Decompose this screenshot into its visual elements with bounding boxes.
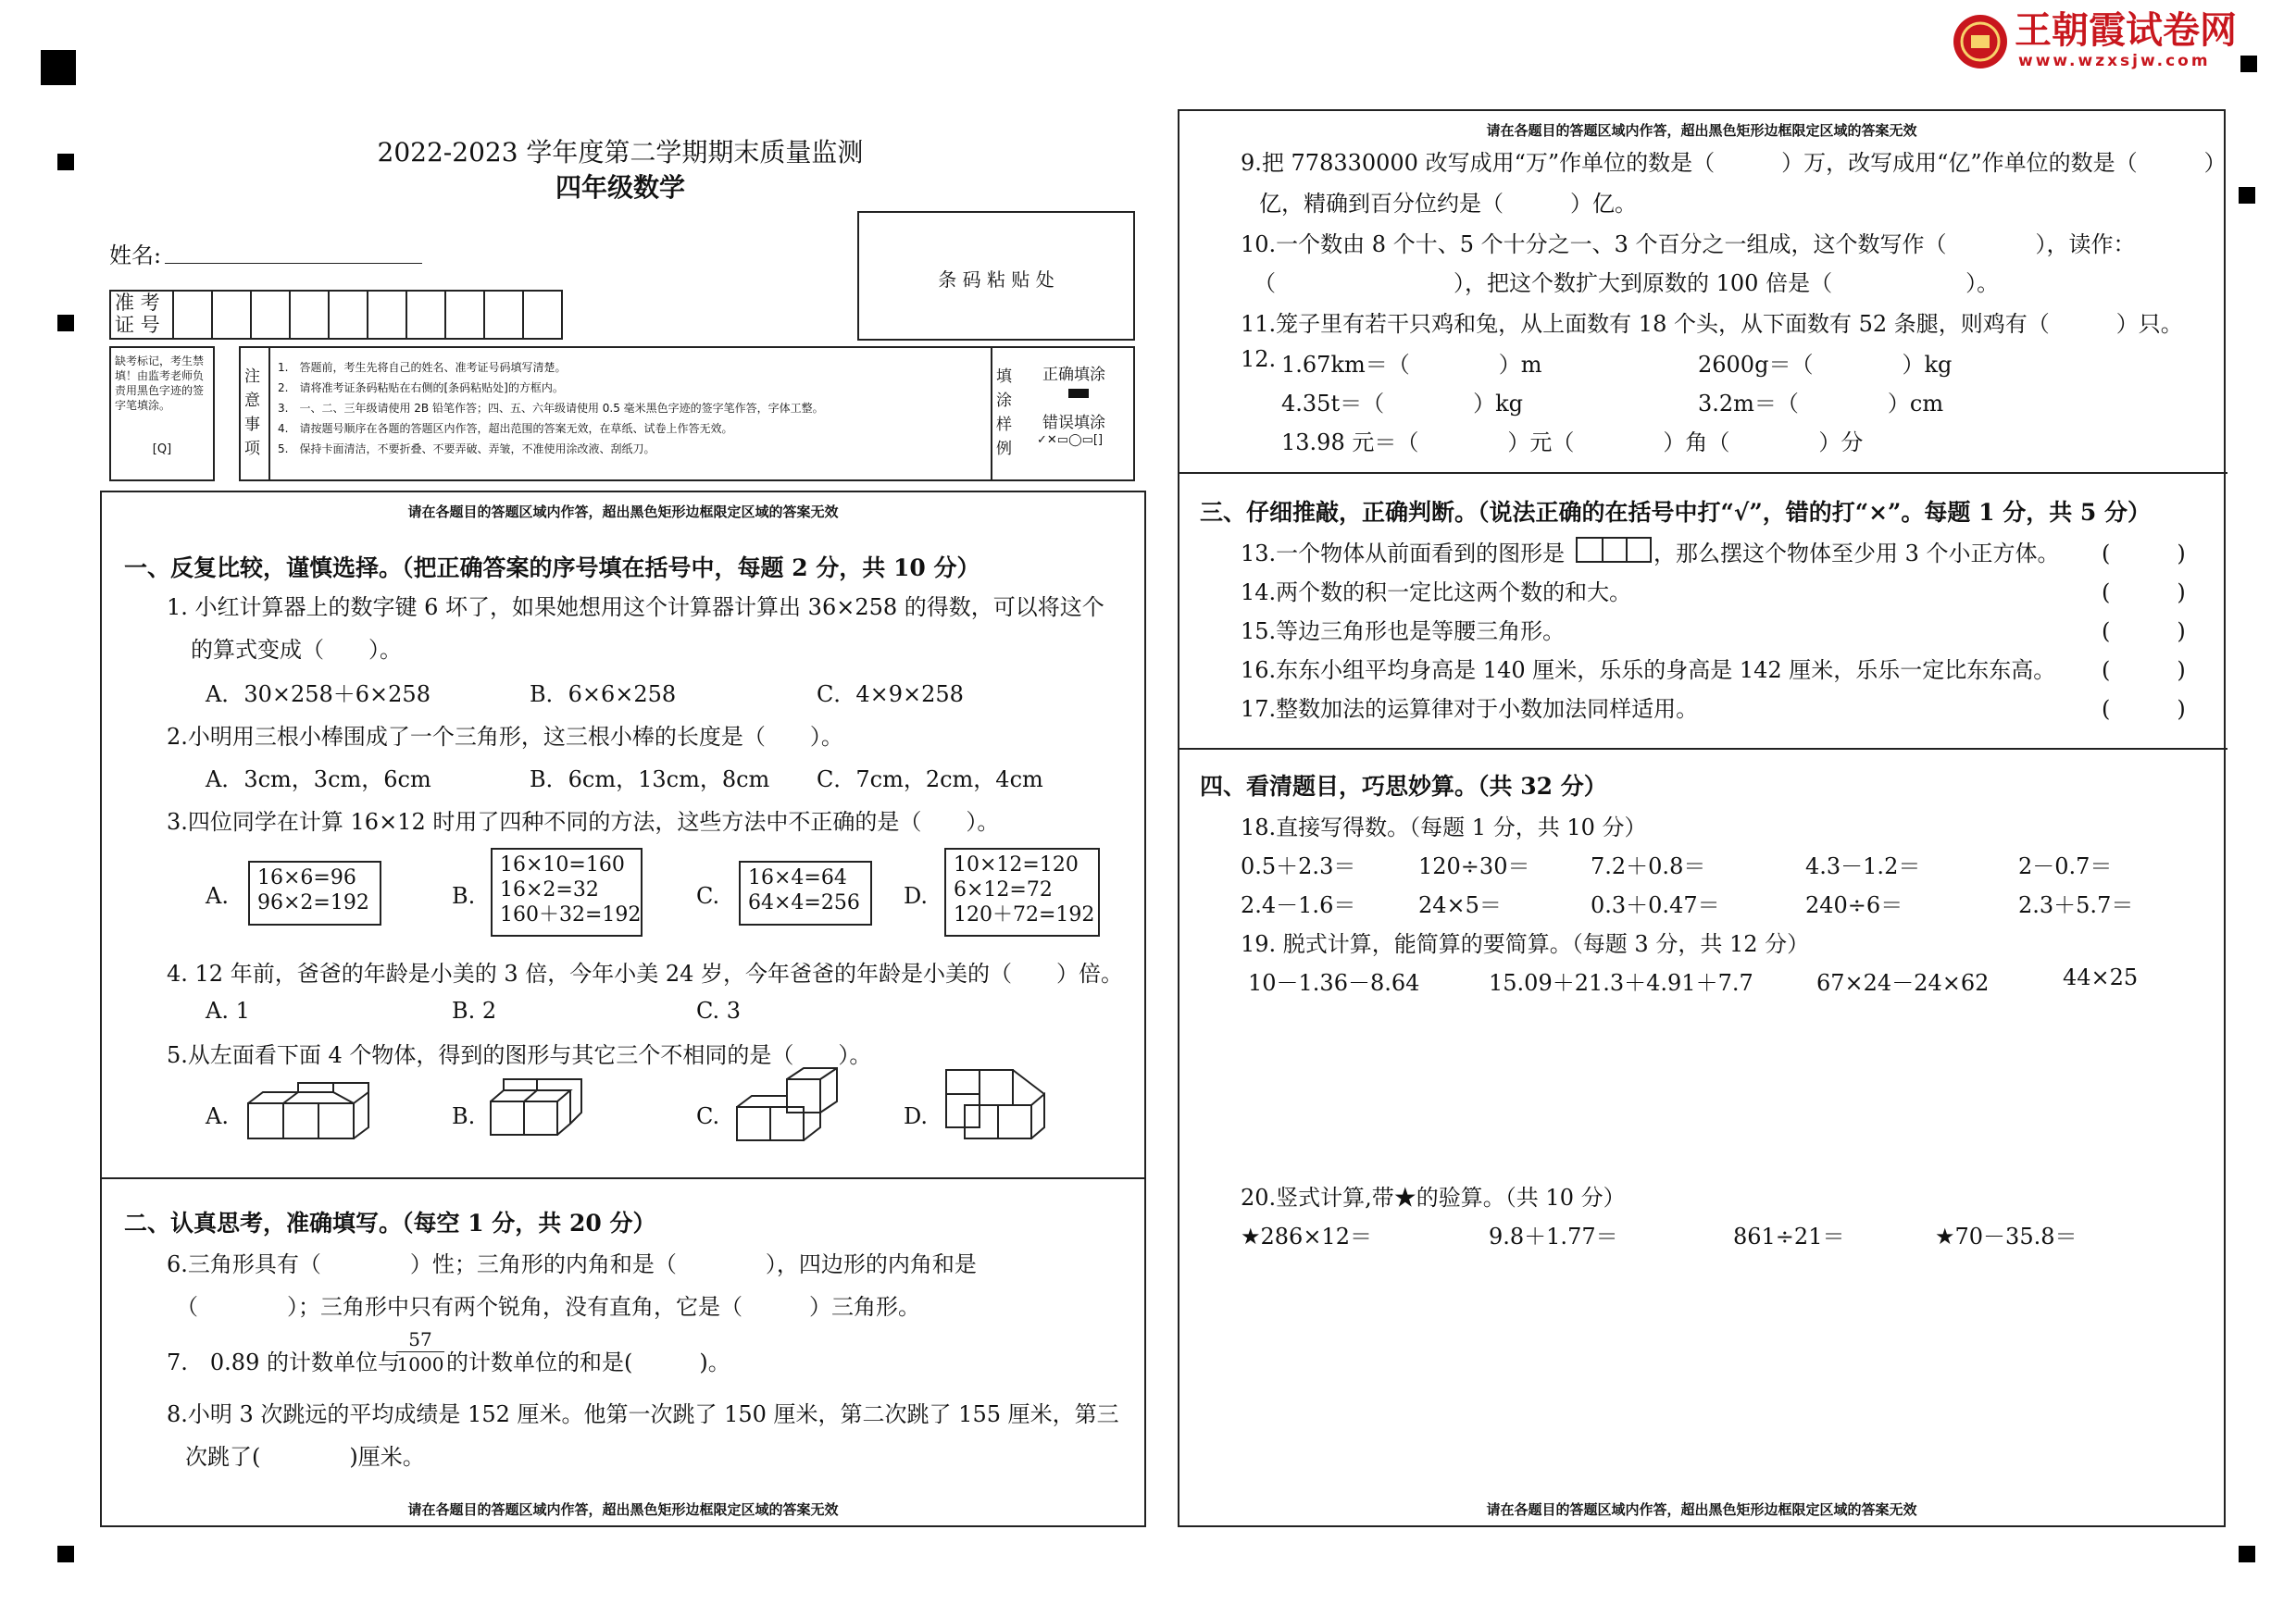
q3-option-c-box: 16×4=64 64×4=256: [739, 861, 872, 926]
fill-correct-label: 正确填涂: [1042, 366, 1105, 384]
q13-text-b: ，那么摆这个物体至少用 3 个小正方体。: [1653, 541, 2060, 566]
q18-item: 0.5＋2.3＝: [1241, 853, 1356, 879]
q18-item: 0.3＋0.47＝: [1591, 892, 1720, 918]
absent-mark-box: [109, 346, 215, 481]
q1-line1: 1. 小红计算器上的数字键 6 坏了，如果她想用这个计算器计算出 36×258 的得数，可以将这个: [167, 594, 1104, 620]
part2-heading: 二、认真思考，准确填写。（每空 1 分，共 20 分）: [124, 1210, 656, 1237]
exam-title: [259, 135, 981, 205]
q5-option-c-label: C.: [696, 1103, 720, 1129]
q2-stem: 2.小明用三根小棒围成了一个三角形，这三根小棒的长度是（ ）。: [167, 724, 843, 750]
q3-option-c-label: C.: [696, 883, 720, 909]
q19-item: 15.09＋21.3＋4.91＋7.7: [1489, 970, 1753, 996]
q6-line1: 6.三角形具有（ ）性；三角形的内角和是（ ），四边形的内角和是: [167, 1251, 977, 1277]
q18-item: 4.3－1.2＝: [1805, 853, 1921, 879]
corner-mark: [57, 154, 74, 170]
notes-box: [239, 346, 1135, 481]
q3-option-b-label: B.: [452, 883, 476, 909]
fill-wrong-label: 错误填涂: [1042, 414, 1105, 432]
q5-cube-figure-c: [733, 1066, 844, 1144]
q5-cube-figure-b: [487, 1074, 589, 1140]
q1-option-b: B．6×6×258: [530, 681, 677, 707]
q1-option-c: C．4×9×258: [817, 681, 964, 707]
q18-item: 2－0.7＝: [2018, 853, 2113, 879]
q18-item: 240÷6＝: [1805, 892, 1903, 918]
q20-item: ★286×12＝: [1241, 1224, 1372, 1250]
q4-option-a: A. 1: [206, 998, 250, 1024]
q3-stem: 3.四位同学在计算 16×12 时用了四种不同的方法，这些方法中不正确的是（ ）。: [167, 809, 1000, 835]
q3-option-d-label: D.: [904, 883, 929, 909]
q3-option-d-box: 10×12=120 6×12=72 120＋72=192: [944, 848, 1100, 937]
q4-stem: 4. 12 年前，爸爸的年龄是小美的 3 倍，今年小美 24 岁，今年爸爸的年龄是小美的（ ）倍。: [167, 961, 1124, 987]
notes-label: 注 意 事 项: [244, 367, 260, 458]
brand-name: 王朝霞试卷网: [2015, 9, 2237, 52]
barcode-area: [857, 211, 1135, 341]
corner-mark: [57, 315, 74, 331]
q12-b: 2600g＝（ ）kg: [1698, 352, 1953, 378]
q20-item: 9.8＋1.77＝: [1489, 1224, 1618, 1250]
q12-c: 4.35t＝（ ）kg: [1281, 391, 1523, 417]
fill-correct-sample: [1068, 389, 1089, 398]
q5-stem: 5.从左面看下面 4 个物体，得到的图形与其它三个不相同的是（ ）。: [167, 1042, 872, 1068]
q3-option-a-label: A.: [206, 883, 229, 909]
q12-number: 12.: [1241, 346, 1277, 372]
q1-option-a: A．30×258＋6×258: [206, 681, 430, 707]
brand-logo: [1952, 9, 2248, 74]
q1-line2: 的算式变成（ ）。: [191, 637, 402, 663]
q9-line1: 9.把 778330000 改写成用“万”作单位的数是（ ）万，改写成用“亿”作单位的数是（ ）: [1241, 150, 2227, 176]
q3-option-a-box: 16×6=96 96×2=192: [248, 861, 381, 926]
q18-item: 7.2＋0.8＝: [1591, 853, 1706, 879]
q12-e: 13.98 元＝（ ）元（ ）角（ ）分: [1281, 429, 1864, 455]
q11-stem: 11.笼子里有若干只鸡和兔，从上面数有 18 个头，从下面数有 52 条腿，则鸡有（ ）只。: [1241, 311, 2183, 337]
q20-item: 861÷21＝: [1733, 1224, 1845, 1250]
q7-text-b: 的计数单位的和是( )。: [446, 1350, 730, 1375]
fill-wrong-sample: ✓✕▭◯▭[]: [1037, 433, 1104, 447]
answer-area-notice: 请在各题目的答题区域内作答，超出黑色矩形边框限定区域的答案无效: [1486, 122, 1917, 139]
absent-mark-bubble[interactable]: [Q]: [152, 442, 172, 456]
q2-option-a: A．3cm，3cm，6cm: [206, 766, 431, 792]
q10-line1: 10.一个数由 8 个十、5 个十分之一、3 个百分之一组成，这个数写作（ ），读作：: [1241, 231, 2136, 257]
q8-line1: 8.小明 3 次跳远的平均成绩是 152 厘米。他第一次跳了 150 厘米，第二次跳了 155 厘米，第三: [167, 1401, 1119, 1427]
q2-option-b: B．6cm，13cm，8cm: [530, 766, 770, 792]
q2-option-c: C．7cm，2cm，4cm: [817, 766, 1043, 792]
name-label: 姓名:: [109, 243, 162, 268]
left-answer-box: [100, 491, 1146, 1527]
q17-stem: 17.整数加法的运算律对于小数加法同样适用。: [1241, 696, 1699, 722]
answer-area-notice: 请在各题目的答题区域内作答，超出黑色矩形边框限定区域的答案无效: [1486, 1501, 1917, 1518]
fill-label: 填 涂 样 例: [996, 367, 1012, 458]
exam-title-line2: 四年级数学: [555, 172, 685, 203]
answer-area-notice: 请在各题目的答题区域内作答，超出黑色矩形边框限定区域的答案无效: [407, 504, 839, 520]
part1-heading: 一、反复比较，谨慎选择。（把正确答案的序号填在括号中，每题 2 分，共 10 分）: [124, 554, 980, 581]
q5-cube-figure-a: [244, 1081, 374, 1142]
q5-option-a-label: A.: [206, 1103, 229, 1129]
q19-stem: 19. 脱式计算，能简算的要简算。（每题 3 分，共 12 分）: [1241, 931, 1810, 957]
q18-item: 2.4－1.6＝: [1241, 892, 1356, 918]
q16-answer[interactable]: ( ): [2102, 657, 2186, 683]
q19-item: 44×25: [2063, 964, 2139, 990]
q15-stem: 15.等边三角形也是等腰三角形。: [1241, 618, 1566, 644]
q12-d: 3.2m＝（ ）cm: [1698, 391, 1944, 417]
corner-mark: [57, 1546, 74, 1562]
q7-text-a: 7. 0.89 的计数单位与: [167, 1350, 400, 1375]
q20-item: ★70－35.8＝: [1935, 1224, 2078, 1250]
q3-option-b-box: 16×10=160 16×2=32 160＋32=192: [491, 848, 643, 937]
q16-stem: 16.东东小组平均身高是 140 厘米，乐乐的身高是 142 厘米，乐乐一定比东东高。: [1241, 657, 2056, 683]
exam-title-line1: 2022-2023 学年度第二学期期末质量监测: [377, 137, 864, 168]
exam-number-label: 准 考 证 号: [115, 292, 160, 336]
q12-a: 1.67km＝（ ）m: [1281, 352, 1542, 378]
q5-cube-figure-d: [942, 1066, 1063, 1144]
notes-list: 1. 答题前，考生先将自己的姓名、准考证号码填写清楚。 2. 请将准考证条码粘贴在右侧的[条码粘贴处]的方框内。 3. 一、二、三年级请使用 2B 铅笔作答；四、五、六年级请使用 0.5 毫米黑色字迹的签字笔作答，字体工整。 4. 请按题号顺序在各题的答题区内作答，超出范围的答案无效，在草纸、试卷上作答无效。 5. 保持卡面清洁，不要折叠、不要弄破、弄皱，不准使用涂改液、刮纸刀。: [278, 361, 824, 455]
q6-line2: （ ）；三角形中只有两个锐角，没有直角，它是（ ）三角形。: [176, 1294, 920, 1320]
answer-area-notice: 请在各题目的答题区域内作答，超出黑色矩形边框限定区域的答案无效: [407, 1501, 839, 1518]
q18-stem: 18.直接写得数。（每题 1 分，共 10 分）: [1241, 815, 1647, 840]
q20-stem: 20.竖式计算,带★的验算。（共 10 分）: [1241, 1185, 1626, 1211]
q17-answer[interactable]: ( ): [2102, 696, 2186, 722]
q13-front-view-figure: [1576, 537, 1652, 563]
q15-answer[interactable]: ( ): [2102, 618, 2186, 644]
q14-answer[interactable]: ( ): [2102, 579, 2186, 605]
q19-item: 10－1.36－8.64: [1248, 970, 1420, 996]
q5-option-b-label: B.: [452, 1103, 476, 1129]
q13-text-a: 13.一个物体从前面看到的图形是: [1241, 541, 1566, 566]
q7-fraction: [396, 1327, 444, 1376]
q7-numerator: 57: [408, 1328, 432, 1350]
part3-heading: 三、仔细推敲，正确判断。（说法正确的在括号中打“√”，错的打“×”。每题 1 分，共 5 分）: [1200, 499, 2152, 526]
exam-number-grid[interactable]: [109, 290, 563, 340]
q7-denominator: 1000: [396, 1353, 444, 1375]
q5-option-d-label: D.: [904, 1103, 929, 1129]
section-divider: [1179, 472, 2227, 474]
q8-line2: 次跳了( )厘米。: [185, 1444, 425, 1470]
barcode-label: 条 码 粘 贴 处: [938, 268, 1054, 291]
absent-note: 缺考标记，考生禁填！由监考老师负责用黑色字迹的签字笔填涂。: [115, 354, 205, 412]
q18-item: 2.3＋5.7＝: [2018, 892, 2134, 918]
q13-answer[interactable]: ( ): [2102, 541, 2186, 566]
q4-option-c: C. 3: [696, 998, 742, 1024]
corner-mark: [41, 50, 76, 85]
right-answer-box: [1178, 109, 2226, 1527]
corner-mark: [2239, 187, 2255, 204]
q18-item: 24×5＝: [1418, 892, 1502, 918]
corner-mark: [2239, 1546, 2255, 1562]
q18-item: 120÷30＝: [1418, 853, 1530, 879]
q14-stem: 14.两个数的积一定比这两个数的和大。: [1241, 579, 1632, 605]
brand-url: www.wzxsjw.com: [2018, 52, 2211, 70]
q19-item: 67×24－24×62: [1816, 970, 1990, 996]
q9-line2: 亿，精确到百分位约是（ ）亿。: [1259, 191, 1637, 217]
name-field[interactable]: [165, 263, 422, 264]
section-divider: [102, 1177, 1144, 1179]
q4-option-b: B. 2: [452, 998, 497, 1024]
section-divider: [1179, 748, 2227, 750]
q10-line2: （ ），把这个数扩大到原数的 100 倍是（ ）。: [1254, 270, 2000, 296]
brand-seal-icon: [1952, 13, 2009, 70]
part4-heading: 四、看清题目，巧思妙算。（共 32 分）: [1200, 773, 1607, 800]
